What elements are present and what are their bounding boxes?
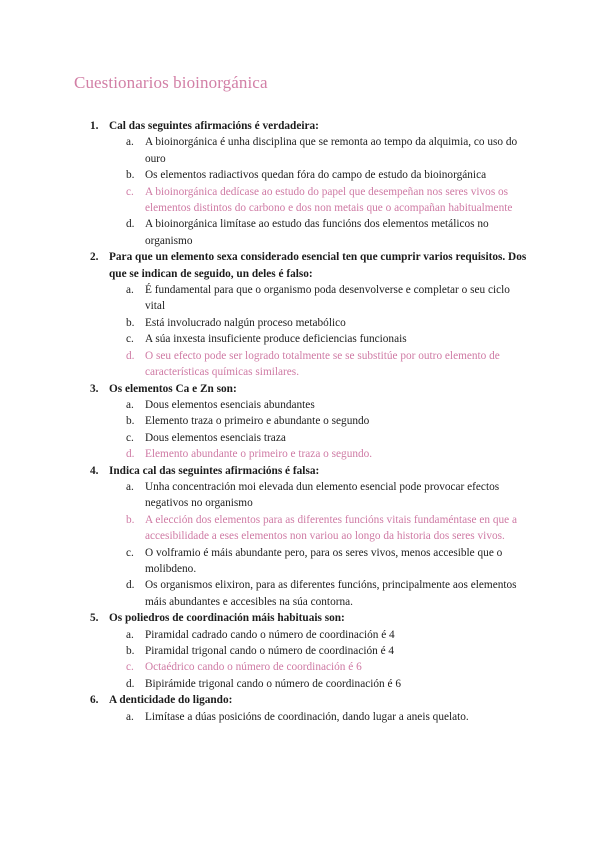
option-text: Unha concentración moi elevada dun elemento esencial pode provocar efectos negativos no organismo: [145, 480, 500, 510]
answer-option: [109, 315, 530, 331]
option-letter: d.: [126, 677, 135, 690]
question-number: 1.: [90, 120, 99, 132]
answer-option: [109, 331, 530, 347]
question-number: 6.: [90, 694, 99, 707]
answer-option: [109, 216, 530, 249]
question-text: Indica cal das seguintes afirmacións é falsa:: [109, 464, 320, 477]
option-letter: c.: [126, 546, 134, 559]
question-4: [90, 463, 530, 611]
option-letter: c.: [126, 333, 134, 346]
answer-options: [109, 397, 530, 463]
option-text: A bioinorgánica limítase ao estudo das funcións dos elementos metálicos no organismo: [145, 218, 489, 247]
option-letter: a.: [126, 398, 134, 411]
option-text: A bioinorgánica dedícase ao estudo do papel que desempeñan nos seres vivos os elementos distintos do carbono e dos non metais que o acompañan habitualmente: [145, 185, 513, 215]
answer-option: [109, 134, 530, 167]
answer-option: [109, 627, 530, 643]
option-letter: a.: [126, 284, 134, 297]
answer-option: [109, 676, 530, 692]
option-text: A súa inxesta insuficiente produce deficiencias funcionais: [145, 333, 407, 346]
question-2: [90, 249, 530, 380]
option-letter: a.: [126, 136, 134, 149]
option-text: O volframio é máis abundante pero, para os seres vivos, menos accesible que o molibdeno.: [145, 546, 503, 575]
question-1: [90, 118, 530, 249]
answer-option: [109, 545, 530, 578]
page-title: Cuestionarios bioinorgánica: [74, 73, 268, 92]
answer-option: [109, 479, 530, 512]
option-text: Elemento traza o primeiro e abundante o segundo: [145, 415, 370, 428]
question-6: [90, 692, 530, 725]
answer-option: [109, 413, 530, 429]
answer-options: [109, 282, 530, 380]
question-list: [90, 118, 530, 725]
question-3: [90, 381, 530, 463]
option-letter: d.: [126, 349, 135, 362]
answer-options: [109, 134, 530, 249]
answer-option-correct: [109, 659, 530, 675]
option-text: Os elementos radiactivos quedan fóra do campo de estudo da bioinorgánica: [145, 169, 487, 182]
option-letter: c.: [126, 185, 134, 198]
question-text: Os poliedros de coordinación máis habituais son:: [109, 612, 345, 625]
option-letter: b.: [126, 645, 135, 657]
option-letter: c.: [126, 431, 134, 444]
answer-option-correct: [109, 184, 530, 217]
option-text: Está involucrado nalgún proceso metabólico: [145, 316, 346, 329]
option-text: Piramidal cadrado cando o número de coordinación é 4: [145, 628, 395, 641]
answer-options: [109, 479, 530, 610]
question-text: Para que un elemento sexa considerado esencial ten que cumprir varios requisitos. Dos que se indican de seguido, un deles é falso:: [109, 251, 527, 280]
option-letter: d.: [126, 579, 135, 592]
question-5: [90, 610, 530, 692]
option-letter: b.: [126, 513, 135, 526]
answer-option: [109, 167, 530, 183]
option-text: Limítase a dúas posicións de coordinación, dando lugar a aneis quelato.: [145, 710, 469, 723]
option-text: Octaédrico cando o número de coordinación é 6: [145, 661, 362, 674]
option-letter: a.: [126, 710, 134, 723]
question-text: A denticidade do ligando:: [109, 694, 233, 707]
option-text: O seu efecto pode ser logrado totalmente se se substitúe por outro elemento de características químicas similares.: [145, 349, 500, 379]
question-number: 3.: [90, 382, 99, 395]
option-text: A bioinorgánica é unha disciplina que se remonta ao tempo da alquimia, co uso do ouro: [145, 136, 518, 165]
question-text: Cal das seguintes afirmacións é verdadeira:: [109, 120, 319, 132]
option-letter: b.: [126, 316, 135, 329]
answer-options: [109, 627, 530, 693]
answer-option: [109, 397, 530, 413]
option-letter: a.: [126, 480, 134, 493]
option-text: É fundamental para que o organismo poda desenvolverse e completar o seu ciclo vital: [145, 284, 510, 313]
option-text: Bipirámide trigonal cando o número de coordinación é 6: [145, 677, 401, 690]
question-number: 5.: [90, 612, 99, 625]
option-letter: d.: [126, 448, 135, 461]
option-text: Elemento abundante o primeiro e traza o segundo.: [145, 448, 373, 461]
option-letter: b.: [126, 415, 135, 428]
option-letter: a.: [126, 628, 134, 641]
answer-options: [109, 709, 530, 725]
answer-option-correct: [109, 348, 530, 381]
option-text: A elección dos elementos para as diferentes funcións vitais fundaméntase en que a accesibilidade a eses elementos non variou ao longo da historia dos seres vivos.: [145, 513, 518, 543]
answer-option-correct: [109, 512, 530, 545]
question-number: 4.: [90, 464, 99, 477]
option-letter: c.: [126, 661, 134, 674]
answer-option: [109, 643, 530, 659]
answer-option: [109, 709, 530, 725]
answer-option-correct: [109, 446, 530, 462]
answer-option: [109, 430, 530, 446]
option-letter: b.: [126, 169, 135, 182]
option-text: Piramidal trigonal cando o número de coordinación é 4: [145, 645, 395, 657]
question-text: Os elementos Ca e Zn son:: [109, 382, 237, 395]
option-text: Os organismos elixiron, para as diferentes funcións, principalmente aos elementos máis abundantes e accesibles na súa contorna.: [145, 579, 517, 608]
answer-option: [109, 577, 530, 610]
option-letter: d.: [126, 218, 135, 231]
option-text: Dous elementos esenciais abundantes: [145, 398, 315, 411]
option-text: Dous elementos esenciais traza: [145, 431, 286, 444]
question-number: 2.: [90, 251, 99, 264]
answer-option: [109, 282, 530, 315]
